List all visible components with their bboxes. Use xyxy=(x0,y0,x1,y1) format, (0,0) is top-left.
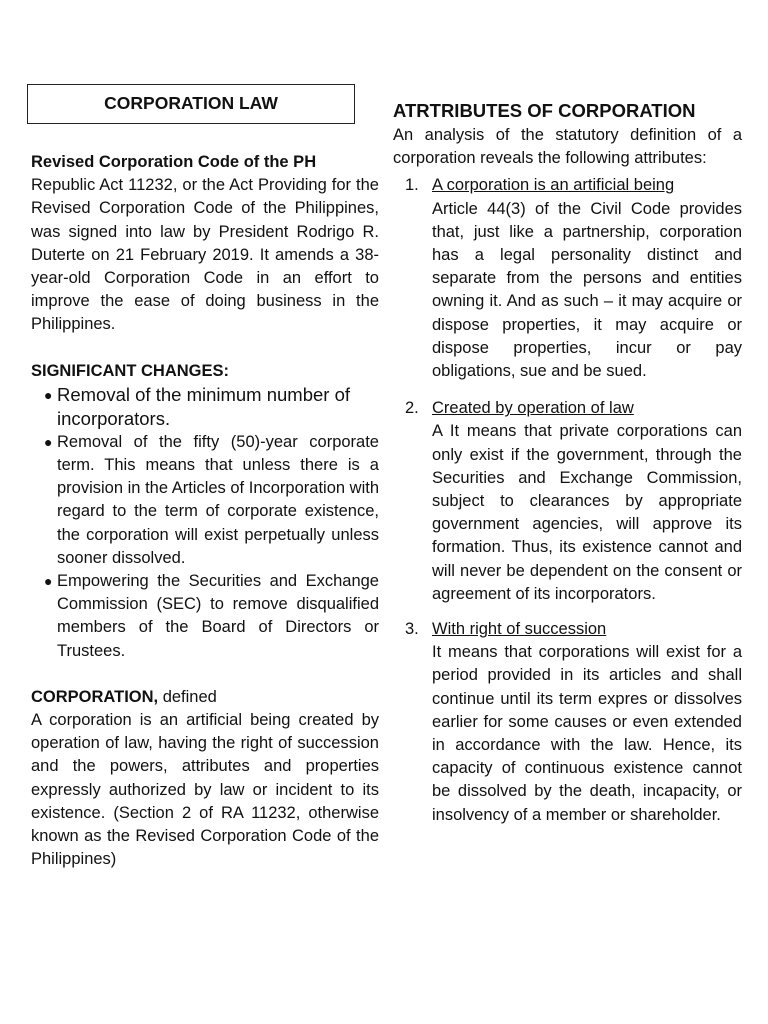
list-item xyxy=(393,618,742,827)
attribute-body: It means that corporations will exist for a period provided in its articles and shall continue until its term expres or dissolves earlier for some causes or even extended in accordance with the law. Hence, its capacity of continuous existence cannot be dissolved by the death, incapacity, or insolvency of a member or shareholder. xyxy=(432,643,742,824)
document-title: CORPORATION LAW xyxy=(27,84,355,124)
changes-list xyxy=(31,383,379,663)
attribute-title: Created by operation of law xyxy=(432,399,634,418)
corporation-heading xyxy=(31,686,379,709)
attribute-title: A corporation is an artificial being xyxy=(432,176,675,195)
attributes-intro: An analysis of the statutory definition of a corporation reveals the following attributes: xyxy=(393,126,742,168)
item-number: 2. xyxy=(405,399,419,418)
list-item xyxy=(31,570,379,663)
changes-heading: SIGNIFICANT CHANGES: xyxy=(31,361,229,380)
corporation-definition: A corporation is an artificial being created by operation of law, having the right of succession and the powers, attributes and properties expressly authorized by law or incident to its existence. (Section 2 of RA 11232, otherwise known as the Revised Corporation Code of the Philippines) xyxy=(31,711,379,869)
item-number: 3. xyxy=(405,620,419,639)
attribute-body: Article 44(3) of the Civil Code provides that, just like a partnership, corporation has a legal personality distinct and separate from the persons and entities owning it. And as such – it may acquire or dispose properties, it may acquire or dispose properties, incur or pay obligations, sue and be sued. xyxy=(432,199,742,381)
change-text: Removal of the fifty (50)-year corporate term. This means that unless there is a provision in the Articles of Incorporation with regard to the term of corporate existence, the corporation will exist perpetually unless sooner dissolved. xyxy=(57,432,379,567)
bullet-icon: ● xyxy=(44,433,53,450)
bullet-icon: ● xyxy=(44,386,53,403)
list-item xyxy=(31,383,379,431)
corporation-heading-rest: defined xyxy=(158,687,217,706)
bullet-icon: ● xyxy=(44,573,53,590)
attribute-body: A It means that private corporations can only exist if the government, through the Securities and Exchange Commission, subject to clearances by appropriate government agencies, will approve its formation. Thus, its existence cannot and will never be dependent on the consent or agreement of its incorporators. xyxy=(432,422,742,603)
change-text: Removal of the minimum number of incorporators. xyxy=(57,383,351,429)
item-number: 1. xyxy=(405,176,419,195)
list-item xyxy=(393,397,742,606)
list-item xyxy=(31,431,379,570)
rcc-paragraph: Republic Act 11232, or the Act Providing for the Revised Corporation Code of the Philippines, was signed into law by President Rodrigo R. Duterte on 21 February 2019. It amends a 38-year-old Corporation Code in an effort to improve the ease of doing business in the Philippines. xyxy=(31,176,379,334)
change-text: Empowering the Securities and Exchange Commission (SEC) to remove disqualified members of the Board of Directors or Trustees. xyxy=(57,572,379,660)
attributes-heading: ATRTRIBUTES OF CORPORATION xyxy=(393,100,696,121)
corporation-heading-term: CORPORATION, xyxy=(31,687,159,706)
rcc-heading: Revised Corporation Code of the PH xyxy=(31,153,317,171)
attribute-title: With right of succession xyxy=(432,620,607,639)
right-column xyxy=(393,84,742,827)
list-item xyxy=(393,174,742,383)
left-column xyxy=(31,84,379,871)
attributes-list xyxy=(393,174,742,826)
